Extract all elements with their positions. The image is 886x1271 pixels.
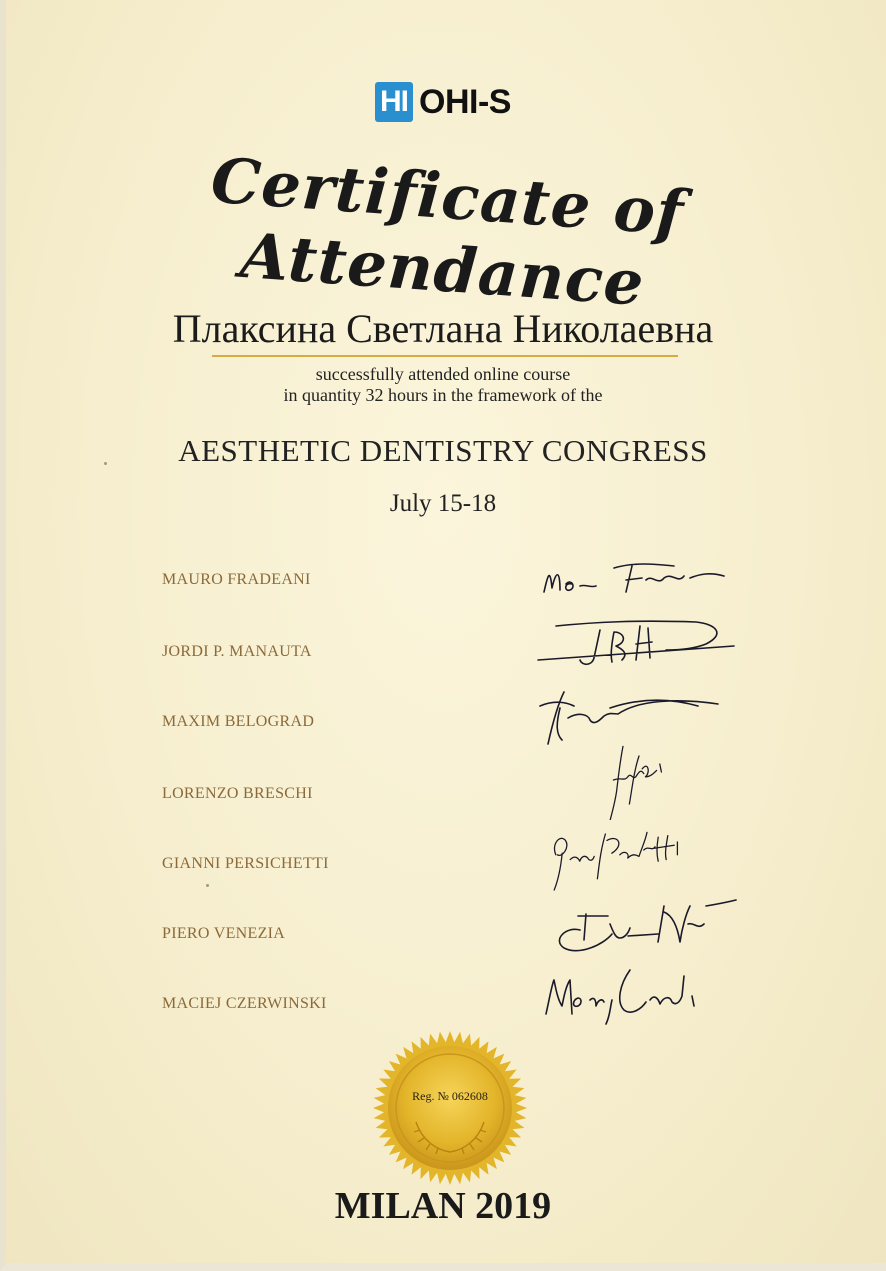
speaker-name: JORDI P. MANAUTA	[162, 643, 312, 660]
scan-speck	[206, 884, 209, 887]
speaker-name: MAURO FRADEANI	[162, 571, 311, 588]
signature-manauta	[520, 608, 750, 688]
event-name: AESTHETIC DENTISTRY CONGRESS	[178, 433, 708, 468]
signature-czerwinski	[520, 960, 750, 1040]
speaker-name: MACIEJ CZERWINSKI	[162, 995, 327, 1012]
speaker-name: GIANNI PERSICHETTI	[162, 855, 329, 872]
speaker-name: MAXIM BELOGRAD	[162, 713, 315, 730]
speaker-name: LORENZO BRESCHI	[162, 785, 313, 802]
signature-venezia	[520, 890, 750, 970]
signature-persichetti	[520, 818, 750, 898]
scan-speck	[104, 462, 107, 465]
speaker-name: PIERO VENEZIA	[162, 925, 286, 942]
city-year: MILAN 2019	[334, 1185, 552, 1227]
ohis-logo	[0, 82, 886, 122]
recipient-name: Плаксина Светлана Николаевна	[172, 306, 714, 351]
statement-line-2: in quantity 32 hours in the framework of the	[283, 385, 603, 405]
logo-mark: HI	[375, 82, 413, 122]
logo-name: OHI-S	[419, 82, 511, 121]
signature-breschi	[520, 740, 750, 820]
certificate-title: Certificate of Attendance	[208, 143, 687, 320]
name-underline	[212, 355, 678, 357]
event-dates: July 15-18	[389, 490, 497, 517]
seal-registration: Reg. № 062608	[412, 1089, 488, 1103]
gold-seal	[372, 1030, 528, 1186]
statement-line-1: successfully attended online course	[315, 364, 571, 384]
